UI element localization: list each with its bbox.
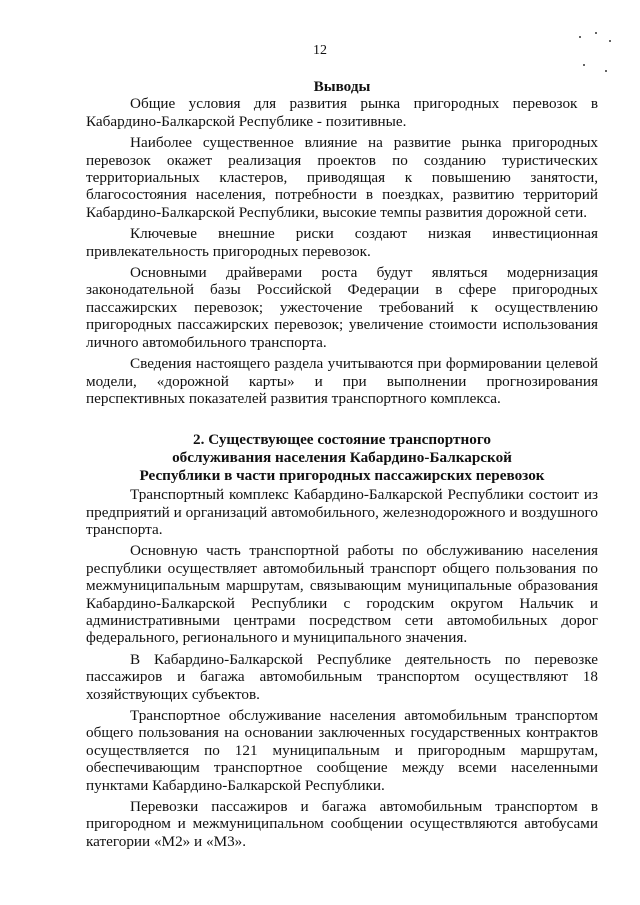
conclusions-paragraph: Сведения настоящего раздела учитываются при формировании целевой модели, «дорожной карты» и при выполнении прогнозирования перспективных показателей развития транспортного комплекса. bbox=[86, 355, 598, 407]
conclusions-title: Выводы bbox=[313, 78, 371, 95]
section-2-title bbox=[86, 431, 598, 484]
document-body bbox=[86, 76, 598, 854]
speck bbox=[583, 64, 585, 66]
page-number: 12 bbox=[313, 43, 327, 58]
section-2-paragraph: Транспортный комплекс Кабардино-Балкарской Республики состоит из предприятий и организаций автомобильного, железнодорожного и воздушного транспорта. bbox=[86, 486, 598, 538]
section-2-title-line: обслуживания населения Кабардино-Балкарской bbox=[172, 448, 512, 466]
section-2-title-line: 2. Существующее состояние транспортного bbox=[193, 431, 491, 449]
section-2-paragraph: Перевозки пассажиров и багажа автомобильным транспортом в пригородном и межмуниципальном сообщении осуществляются автобусами категории «М2» и «М3». bbox=[86, 798, 598, 850]
conclusions-paragraph: Ключевые внешние риски создают низкая инвестиционная привлекательность пригородных перевозок. bbox=[86, 225, 598, 260]
speck bbox=[609, 40, 611, 42]
section-2-title-line: Республики в части пригородных пассажирских перевозок bbox=[139, 466, 545, 484]
scan-specks bbox=[565, 28, 625, 78]
section-2-paragraph: В Кабардино-Балкарской Республике деятельность по перевозке пассажиров и багажа автомобильным транспортом осуществляют 18 хозяйствующих субъектов. bbox=[86, 650, 598, 703]
speck bbox=[605, 70, 607, 72]
section-2-paragraph: Основную часть транспортной работы по обслуживанию населения республики осуществляет автомобильный транспорт общего пользования по межмуниципальным маршрутам, связывающим муниципальные образования Кабардино-Балкарской Республики с городским округом Нальчик и административными центрами посредством сети автомобильных дорог федерального, регионального и муниципального значения. bbox=[86, 542, 598, 647]
speck bbox=[595, 32, 597, 34]
conclusions-paragraph: Общие условия для развития рынка пригородных перевозок в Кабардино-Балкарской Республике - позитивные. bbox=[86, 95, 598, 130]
conclusions-paragraph: Основными драйверами роста будут являться модернизация законодательной базы Российской Федерации в сфере пригородных пассажирских перевозок; ужесточение требований к осуществлению пригородных пассажирских перевозок; увеличение стоимости использования личного автомобильного транспорта. bbox=[86, 264, 598, 351]
conclusions-paragraph: Наиболее существенное влияние на развитие рынка пригородных перевозок окажет реализация проектов по созданию туристических территориальных кластеров, приводящая к повышению занятости, благосостояния населения, потребности в поездках, развитию территорий Кабардино-Балкарской Республики, высокие темпы развития дорожной сети. bbox=[86, 134, 598, 221]
speck bbox=[579, 36, 581, 38]
section-2-paragraph: Транспортное обслуживание населения автомобильным транспортом общего пользования на основании заключенных государственных контрактов осуществляется по 121 муниципальным и пригородным маршрутам, обеспечивающим транспортное сообщение между всеми населенными пунктами Кабардино-Балкарской Республики. bbox=[86, 706, 598, 794]
